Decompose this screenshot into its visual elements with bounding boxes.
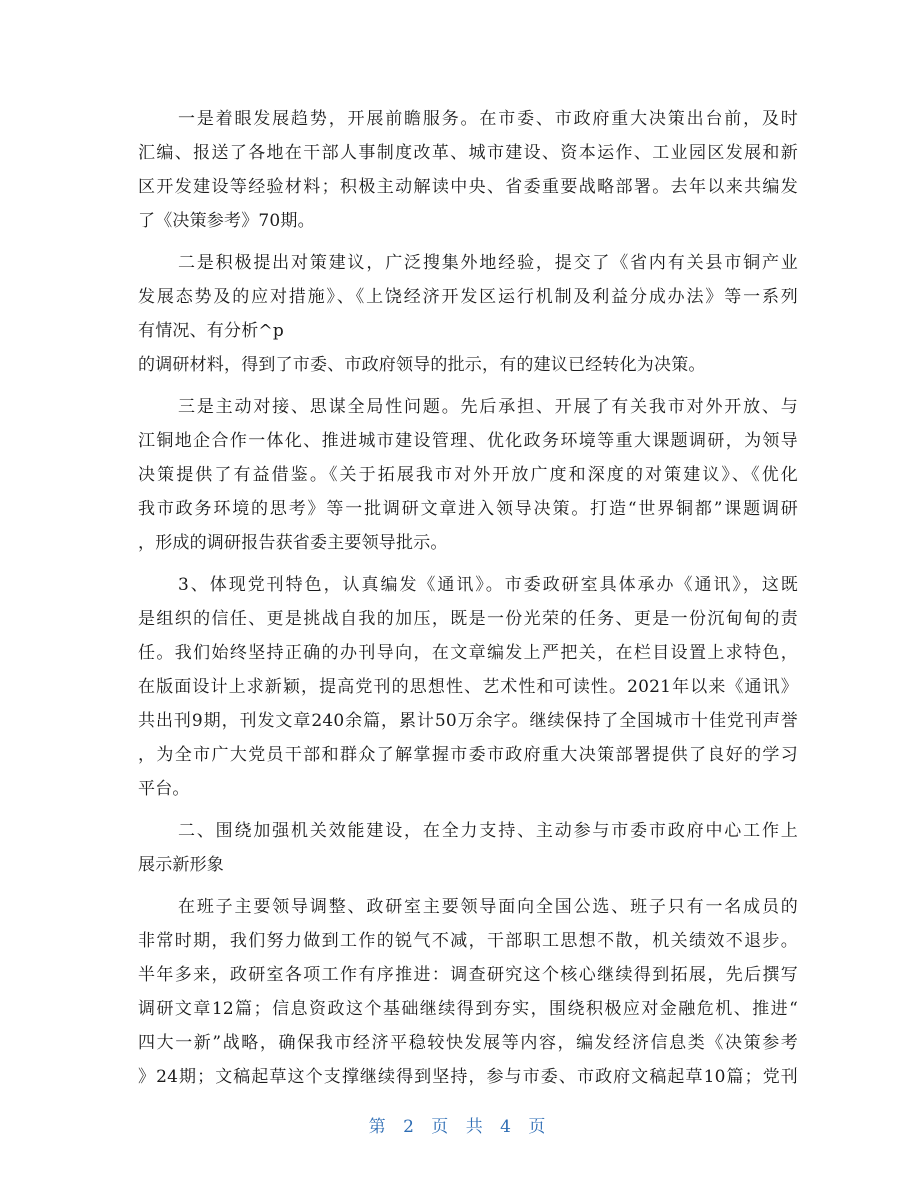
text-line: ，为全市广大党员干部和群众了解掌握市委市政府重大决策部署提供了良好的学习 (138, 745, 798, 765)
text-line: 在班子主要领导调整、政研室主要领导面向全国公选、班子只有一名成员的 (178, 897, 798, 917)
text-line: 平台。 (138, 779, 190, 799)
text-line: 了《决策参考》70期。 (138, 211, 315, 231)
text-line: 》24期；文稿起草这个支撑继续得到坚持，参与市委、市政府文稿起草10篇；党刊 (138, 1067, 798, 1087)
paragraph (138, 348, 798, 382)
document-body (138, 102, 798, 1094)
paragraph (138, 568, 798, 806)
text-line: 共出刊9期，刊发文章240余篇，累计50万余字。继续保持了全国城市十佳党刊声誉 (138, 711, 798, 731)
text-line: 是组织的信任、更是挑战自我的加压，既是一份光荣的任务、更是一份沉甸甸的责 (138, 609, 798, 629)
text-line: 3、体现党刊特色，认真编发《通讯》。市委政研室具体承办《通讯》，这既 (178, 575, 798, 595)
paragraph-gap (138, 238, 798, 246)
paragraph (138, 102, 798, 238)
text-line: 三是主动对接、思谋全局性问题。先后承担、开展了有关我市对外开放、与 (178, 397, 798, 417)
page-number: 第 2 页 共 4 页 (368, 1117, 552, 1137)
text-line: 决策提供了有益借鉴。《关于拓展我市对外开放广度和深度的对策建议》、《优化 (138, 465, 798, 485)
text-line: 调研文章12篇；信息资政这个基础继续得到夯实，围绕积极应对金融危机、推进“ (138, 999, 798, 1019)
text-line: 在版面设计上求新颖，提高党刊的思想性、艺术性和可读性。2021年以来《通讯》 (138, 677, 798, 697)
text-line: 半年多来，政研室各项工作有序推进：调查研究这个核心继续得到拓展，先后撰写 (138, 965, 798, 985)
paragraph (138, 246, 798, 348)
text-line: 有情况、有分析^p (138, 321, 284, 341)
text-line: 任。我们始终坚持正确的办刊导向，在文章编发上严把关，在栏目设置上求特色， (138, 643, 798, 663)
text-line: 我市政务环境的思考》等一批调研文章进入领导决策。打造“世界铜都”课题调研 (138, 499, 798, 519)
paragraph (138, 390, 798, 560)
text-line: 二、围绕加强机关效能建设，在全力支持、主动参与市委市政府中心工作上 (178, 821, 798, 841)
text-line: 非常时期，我们努力做到工作的锐气不减，干部职工思想不散，机关绩效不退步。 (138, 931, 798, 951)
text-line: 一是着眼发展趋势，开展前瞻服务。在市委、市政府重大决策出台前，及时 (178, 109, 798, 129)
text-line: 区开发建设等经验材料；积极主动解读中央、省委重要战略部署。去年以来共编发 (138, 177, 798, 197)
text-line: 的调研材料，得到了市委、市政府领导的批示，有的建议已经转化为决策。 (138, 355, 706, 375)
paragraph-gap (138, 382, 798, 390)
paragraph-gap (138, 806, 798, 814)
text-line: 发展态势及的应对措施》、《上饶经济开发区运行机制及利益分成办法》等一系列 (138, 287, 798, 307)
section-heading (138, 814, 798, 882)
text-line: 四大一新”战略，确保我市经济平稳较快发展等内容，编发经济信息类《决策参考 (138, 1033, 798, 1053)
text-line: ，形成的调研报告获省委主要领导批示。 (138, 533, 448, 553)
text-line: 二是积极提出对策建议，广泛搜集外地经验，提交了《省内有关县市铜产业 (178, 253, 798, 273)
text-line: 展示新形象 (138, 855, 224, 875)
page-footer (0, 1112, 920, 1137)
paragraph-gap (138, 560, 798, 568)
text-line: 汇编、报送了各地在干部人事制度改革、城市建设、资本运作、工业园区发展和新 (138, 143, 798, 163)
paragraph-gap (138, 882, 798, 890)
paragraph (138, 890, 798, 1094)
text-line: 江铜地企合作一体化、推进城市建设管理、优化政务环境等重大课题调研，为领导 (138, 431, 798, 451)
